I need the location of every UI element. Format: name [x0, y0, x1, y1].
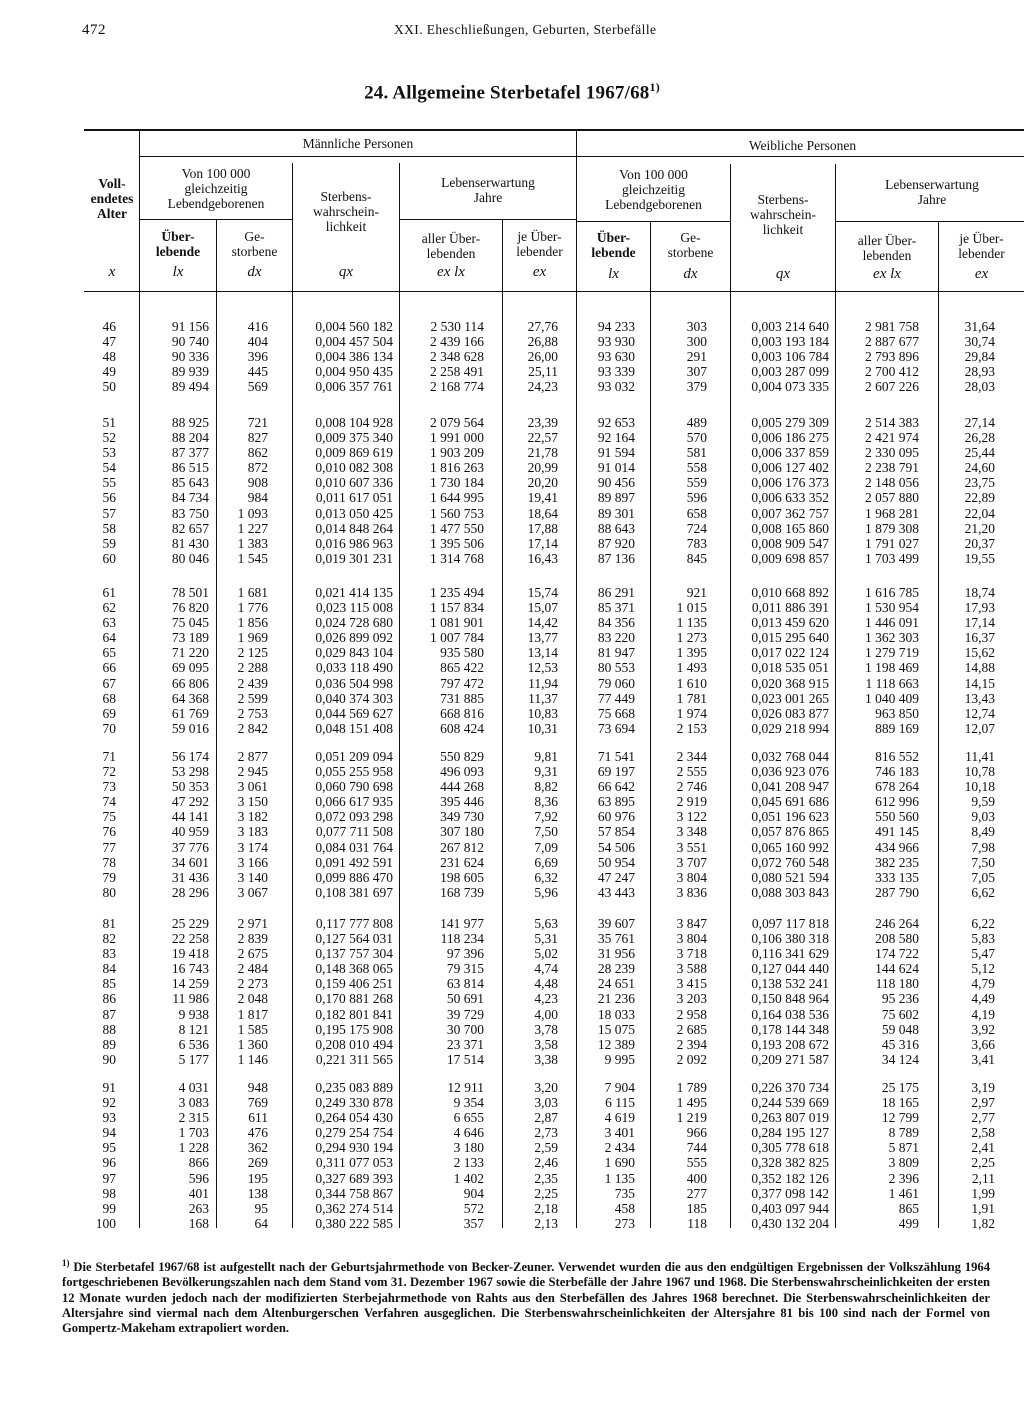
female-group-header: Weibliche Personen — [748, 138, 857, 153]
cohort-line: Von 100 000 — [181, 166, 251, 181]
symbol-x: x — [108, 264, 116, 280]
female-exlx-col: 25 175 18 165 12 799 8 789 5 871 3 809 2 396 1 461 865 499 — [881, 1080, 919, 1231]
symbol-ex: ex — [974, 266, 989, 282]
female-life-expectancy-header — [836, 177, 1024, 207]
male-aller-header — [400, 231, 502, 261]
age-header-line: Alter — [97, 206, 127, 221]
male-cohort-header — [140, 166, 292, 211]
male-qx-col: 0,004 560 182 0,004 457 504 0,004 386 134 0,004 950 435 0,006 357 761 — [315, 319, 393, 395]
female-exlx-col: 816 552 746 183 678 264 612 996 550 560 491 145 434 966 382 235 333 135 287 790 — [875, 749, 919, 900]
female-ex-col: 6,22 5,83 5,47 5,12 4,79 4,49 4,19 3,92 3,66 3,41 — [971, 916, 995, 1067]
male-dx-col: 416 404 396 445 569 — [247, 319, 268, 395]
qx-header-line: wahrschein- — [750, 207, 816, 222]
female-lx-col: 71 541 69 197 66 642 63 895 60 976 57 854 54 506 50 954 47 247 43 443 — [597, 749, 635, 900]
male-ex-col: 27,76 26,88 26,00 25,11 24,23 — [527, 319, 558, 395]
footnote — [62, 1256, 990, 1336]
male-life-expectancy-header — [400, 175, 576, 205]
male-lx-col: 25 229 22 258 19 418 16 743 14 259 11 986 9 938 8 121 6 536 5 177 — [171, 916, 209, 1067]
group-header-rule — [140, 156, 1024, 157]
symbol-lx: lx — [172, 264, 184, 280]
je-line: je Über- — [517, 229, 562, 244]
female-lx-col: 39 607 35 761 31 956 28 239 24 651 21 236 18 033 15 075 12 389 9 995 — [597, 916, 635, 1067]
aller-line: aller Über- — [421, 231, 481, 246]
table-top-rule — [84, 129, 1024, 131]
deaths-line: Ge- — [680, 230, 701, 245]
male-dx-col: 1 681 1 776 1 856 1 969 2 125 2 288 2 439 2 599 2 753 2 842 — [237, 585, 268, 736]
male-exlx-col: 550 829 496 093 444 268 395 446 349 730 307 180 267 812 231 624 198 605 168 739 — [440, 749, 484, 900]
symbol-ex: ex — [532, 264, 547, 280]
age-col: 91 92 93 94 95 96 97 98 99 100 — [95, 1080, 116, 1231]
male-ex-col: 3,20 3,03 2,87 2,73 2,59 2,46 2,35 2,25 2,18 2,13 — [534, 1080, 558, 1231]
male-exlx-col: 1 235 494 1 157 834 1 081 901 1 007 784 935 580 865 422 797 472 731 885 668 816 608 424 — [430, 585, 484, 736]
cohort-line: Lebendgeborenen — [167, 196, 265, 211]
symbol-lx: lx — [608, 266, 619, 282]
je-line: lebender — [958, 246, 1005, 261]
female-dx-col: 489 570 581 558 559 596 658 724 783 845 — [686, 415, 707, 566]
le-header-line: Jahre — [473, 190, 503, 205]
male-qx-col: 0,021 414 135 0,023 115 008 0,024 728 680 0,026 899 092 0,029 843 104 0,033 118 490 0,036 504 998 0,040 374 303 0,044 569 627 0,048 151 408 — [315, 585, 393, 736]
female-qx-col: 0,226 370 734 0,244 539 669 0,263 807 019 0,284 195 127 0,305 778 618 0,328 382 825 0,352 182 126 0,377 098 142 0,403 097 944 0,430 132 204 — [751, 1080, 829, 1231]
female-ex-col: 3,19 2,97 2,77 2,58 2,41 2,25 2,11 1,99 1,91 1,82 — [971, 1080, 995, 1231]
female-lx-col: 86 291 85 371 84 356 83 220 81 947 80 553 79 060 77 449 75 668 73 694 — [597, 585, 635, 736]
symbol-dx: dx — [683, 266, 698, 282]
je-line: lebender — [516, 244, 563, 259]
survivors-line: Über- — [161, 229, 195, 244]
cohort-line: gleichzeitig — [622, 182, 685, 197]
qx-header-line: wahrschein- — [313, 204, 379, 219]
age-col: 51 52 53 54 55 56 57 58 59 60 — [102, 415, 116, 566]
male-exlx-col: 141 977 118 234 97 396 79 315 63 814 50 691 39 729 30 700 23 371 17 514 — [440, 916, 484, 1067]
age-header-line: endetes — [90, 191, 134, 206]
male-ex-col: 9,81 9,31 8,82 8,36 7,92 7,50 7,09 6,69 6,32 5,96 — [534, 749, 558, 900]
table-block — [0, 1080, 1024, 1232]
female-ex-col: 27,14 26,28 25,44 24,60 23,75 22,89 22,04 21,20 20,37 19,55 — [964, 415, 995, 566]
female-lx-col: 7 904 6 115 4 619 3 401 2 434 1 690 1 135 735 458 273 — [604, 1080, 635, 1231]
female-lx-col: 94 233 93 930 93 630 93 339 93 032 — [597, 319, 635, 395]
deaths-line: Ge- — [244, 229, 265, 244]
male-ex-col: 5,63 5,31 5,02 4,74 4,48 4,23 4,00 3,78 3,58 3,38 — [534, 916, 558, 1067]
female-ex-col: 11,41 10,78 10,18 9,59 9,03 8,49 7,98 7,50 7,05 6,62 — [964, 749, 995, 900]
male-deaths-header — [217, 229, 292, 259]
footnote-text: Die Sterbetafel 1967/68 ist aufgestellt nach der Geburtsjahrmethode von Becker-Zeuner. Verwendet wurden die aus den endgültigen Ergebnissen der Volkszählung 1964 fortgeschriebenen Bevölkerungszahlen nach dem Stand vom 31. Dezember 1967 sowie die Sterbefälle der Jahre 1967 und 1968. Die Sterbenswahrscheinlichkeiten der ersten 12 Monate wurden jedoch nach der modifizierten Sterbejahrmethode von Rahts aus den Sterbefällen des Jahres 1968 berechnet. Die Sterbenswahrscheinlichkeiten der Altersjahre sind viermal nach dem Altenburgerschen Verfahren ausgeglichen. Die Sterbenswahrscheinlichkeiten der Altersjahre 81 bis 100 sind nach der Formel von Gompertz-Makeham extrapoliert worden. — [62, 1260, 990, 1335]
female-deaths-header — [651, 230, 730, 260]
qx-header-line: Sterbens- — [320, 189, 372, 204]
survivors-line: lebende — [155, 244, 201, 259]
male-exlx-col: 2 530 114 2 439 166 2 348 628 2 258 491 2 168 774 — [430, 319, 484, 395]
male-qx-col: 0,008 104 928 0,009 375 340 0,009 869 619 0,010 082 308 0,010 607 336 0,011 617 051 0,013 050 425 0,014 848 264 0,016 986 963 0,019 301 231 — [315, 415, 393, 566]
qx-header-line: Sterbens- — [757, 192, 809, 207]
female-qx-col: 0,097 117 818 0,106 380 318 0,116 341 629 0,127 044 440 0,138 532 241 0,150 848 964 0,164 038 536 0,178 144 348 0,193 208 672 0,209 271 587 — [751, 916, 829, 1067]
female-exlx-col: 246 264 208 580 174 722 144 624 118 180 95 236 75 602 59 048 45 316 34 124 — [875, 916, 919, 1067]
female-exlx-col: 2 981 758 2 887 677 2 793 896 2 700 412 2 607 226 — [865, 319, 919, 395]
male-dx-col: 721 827 862 872 908 984 1 093 1 227 1 383 1 545 — [237, 415, 268, 566]
subheader-rule-f2 — [836, 221, 1024, 222]
female-dx-col: 3 847 3 804 3 718 3 588 3 415 3 203 2 958 2 685 2 394 2 092 — [676, 916, 707, 1067]
cohort-line: gleichzeitig — [184, 181, 248, 196]
male-dx-col: 2 971 2 839 2 675 2 484 2 273 2 048 1 817 1 585 1 360 1 146 — [237, 916, 268, 1067]
female-qx-col: 0,010 668 892 0,011 886 391 0,013 459 620 0,015 295 640 0,017 022 124 0,018 535 051 0,020 368 915 0,023 001 265 0,026 083 877 0,029 218 994 — [751, 585, 829, 736]
aller-line: lebenden — [862, 248, 912, 263]
male-ex-col: 15,74 15,07 14,42 13,77 13,14 12,53 11,94 11,37 10,83 10,31 — [527, 585, 558, 736]
symbol-qx: qx — [338, 264, 354, 280]
female-lx-col: 92 653 92 164 91 594 91 014 90 456 89 897 89 301 88 643 87 920 87 136 — [597, 415, 635, 566]
table-block — [0, 415, 1024, 567]
qx-header-line: lichkeit — [325, 219, 367, 234]
symbol-dx: dx — [247, 264, 262, 280]
male-lx-col: 88 925 88 204 87 377 86 515 85 643 84 734 83 750 82 657 81 430 80 046 — [171, 415, 209, 566]
age-col: 71 72 73 74 75 76 77 78 79 80 — [102, 749, 116, 900]
symbol-exlx: ex lx — [437, 264, 465, 280]
female-exlx-col: 1 616 785 1 530 954 1 446 091 1 362 303 1 279 719 1 198 469 1 118 663 1 040 409 963 850 889 169 — [865, 585, 919, 736]
le-header-line: Jahre — [917, 192, 947, 207]
running-head: XXI. Eheschließungen, Geburten, Sterbefälle — [394, 22, 657, 37]
female-aller-header — [836, 233, 938, 263]
age-col: 61 62 63 64 65 66 67 68 69 70 — [102, 585, 116, 736]
female-ex-col: 18,74 17,93 17,14 16,37 15,62 14,88 14,15 13,43 12,74 12,07 — [964, 585, 995, 736]
male-qx-col: 0,117 777 808 0,127 564 031 0,137 757 304 0,148 368 065 0,159 406 251 0,170 881 268 0,182 801 841 0,195 175 908 0,208 010 494 0,221 311 565 — [315, 916, 393, 1067]
survivors-line: Über- — [596, 230, 631, 245]
female-exlx-col: 2 514 383 2 421 974 2 330 095 2 238 791 2 148 056 2 057 880 1 968 281 1 879 308 1 791 027 1 703 499 — [865, 415, 919, 566]
age-col: 46 47 48 49 50 — [102, 319, 116, 395]
table-block — [0, 916, 1024, 1068]
male-dx-col: 2 877 2 945 3 061 3 150 3 182 3 183 3 174 3 166 3 140 3 067 — [237, 749, 268, 900]
table-title — [0, 80, 1024, 104]
female-survivors-header — [577, 230, 650, 260]
male-lx-col: 78 501 76 820 75 045 73 189 71 220 69 095 66 806 64 368 61 769 59 016 — [171, 585, 209, 736]
female-qx-col: 0,003 214 640 0,003 193 184 0,003 106 784 0,003 287 099 0,004 073 335 — [751, 319, 829, 395]
cohort-line: Von 100 000 — [619, 167, 688, 182]
table-title-text: 24. Allgemeine Sterbetafel 1967/68 — [364, 82, 650, 104]
footnote-mark: 1) — [62, 1258, 70, 1268]
female-dx-col: 921 1 015 1 135 1 273 1 395 1 493 1 610 1 781 1 974 2 153 — [676, 585, 707, 736]
subheader-rule-m2 — [400, 219, 576, 220]
le-header-line: Lebenserwartung — [885, 177, 979, 192]
page-number: 472 — [82, 22, 106, 38]
female-ex-col: 31,64 30,74 29,84 28,93 28,03 — [964, 319, 995, 395]
title-footnote-mark: 1) — [649, 80, 660, 94]
male-qx-header — [293, 189, 399, 234]
female-qx-col: 0,005 279 309 0,006 186 275 0,006 337 859 0,006 127 402 0,006 176 373 0,006 633 352 0,007 362 757 0,008 165 860 0,008 909 547 0,009 698 857 — [751, 415, 829, 566]
symbol-qx: qx — [775, 266, 791, 282]
male-lx-col: 56 174 53 298 50 353 47 292 44 141 40 959 37 776 34 601 31 436 28 296 — [171, 749, 209, 900]
le-header-line: Lebenserwartung — [441, 175, 535, 190]
table-block — [0, 585, 1024, 737]
survivors-line: lebende — [591, 245, 636, 260]
male-je-header — [503, 229, 576, 259]
female-qx-col: 0,032 768 044 0,036 923 076 0,041 208 947 0,045 691 686 0,051 196 623 0,057 876 865 0,065 160 992 0,072 760 548 0,080 521 594 0,088 303 843 — [751, 749, 829, 900]
male-lx-col: 91 156 90 740 90 336 89 939 89 494 — [171, 319, 209, 395]
male-dx-col: 948 769 611 476 362 269 195 138 95 64 — [247, 1080, 268, 1231]
female-dx-col: 303 300 291 307 379 — [686, 319, 707, 395]
symbol-exlx: ex lx — [873, 266, 901, 282]
table-block — [0, 319, 1024, 409]
qx-header-line: lichkeit — [762, 222, 804, 237]
aller-line: aller Über- — [857, 233, 917, 248]
deaths-line: storbene — [667, 245, 714, 260]
male-ex-col: 23,39 22,57 21,78 20,99 20,20 19,41 18,64 17,88 17,14 16,43 — [527, 415, 558, 566]
cohort-line: Lebendgeborenen — [605, 197, 702, 212]
female-je-header — [939, 231, 1024, 261]
table-block — [0, 749, 1024, 901]
male-survivors-header — [140, 229, 216, 259]
je-line: je Über- — [959, 231, 1004, 246]
subheader-rule-f1 — [576, 221, 730, 222]
female-qx-header — [731, 192, 835, 237]
aller-line: lebenden — [426, 246, 476, 261]
male-exlx-col: 12 911 9 354 6 655 4 646 3 180 2 133 1 402 904 572 357 — [447, 1080, 484, 1231]
deaths-line: storbene — [231, 244, 278, 259]
age-header-line: Voll- — [98, 176, 126, 191]
age-header — [84, 176, 140, 221]
header-bottom-rule — [84, 291, 1024, 292]
female-dx-col: 1 789 1 495 1 219 966 744 555 400 277 185 118 — [676, 1080, 707, 1231]
male-group-header: Männliche Personen — [302, 136, 414, 151]
male-qx-col: 0,235 083 889 0,249 330 878 0,264 054 430 0,279 254 754 0,294 930 194 0,311 077 053 0,327 689 393 0,344 758 867 0,362 274 514 0,380 222 585 — [315, 1080, 393, 1231]
male-exlx-col: 2 079 564 1 991 000 1 903 209 1 816 263 1 730 184 1 644 995 1 560 753 1 477 550 1 395 506 1 314 768 — [430, 415, 484, 566]
female-cohort-header — [577, 167, 730, 212]
male-lx-col: 4 031 3 083 2 315 1 703 1 228 866 596 401 263 168 — [178, 1080, 209, 1231]
age-col: 81 82 83 84 85 86 87 88 89 90 — [102, 916, 116, 1067]
male-qx-col: 0,051 209 094 0,055 255 958 0,060 790 698 0,066 617 935 0,072 093 298 0,077 711 508 0,084 031 764 0,091 492 591 0,099 886 470 0,108 381 697 — [315, 749, 393, 900]
female-dx-col: 2 344 2 555 2 746 2 919 3 122 3 348 3 551 3 707 3 804 3 836 — [676, 749, 707, 900]
